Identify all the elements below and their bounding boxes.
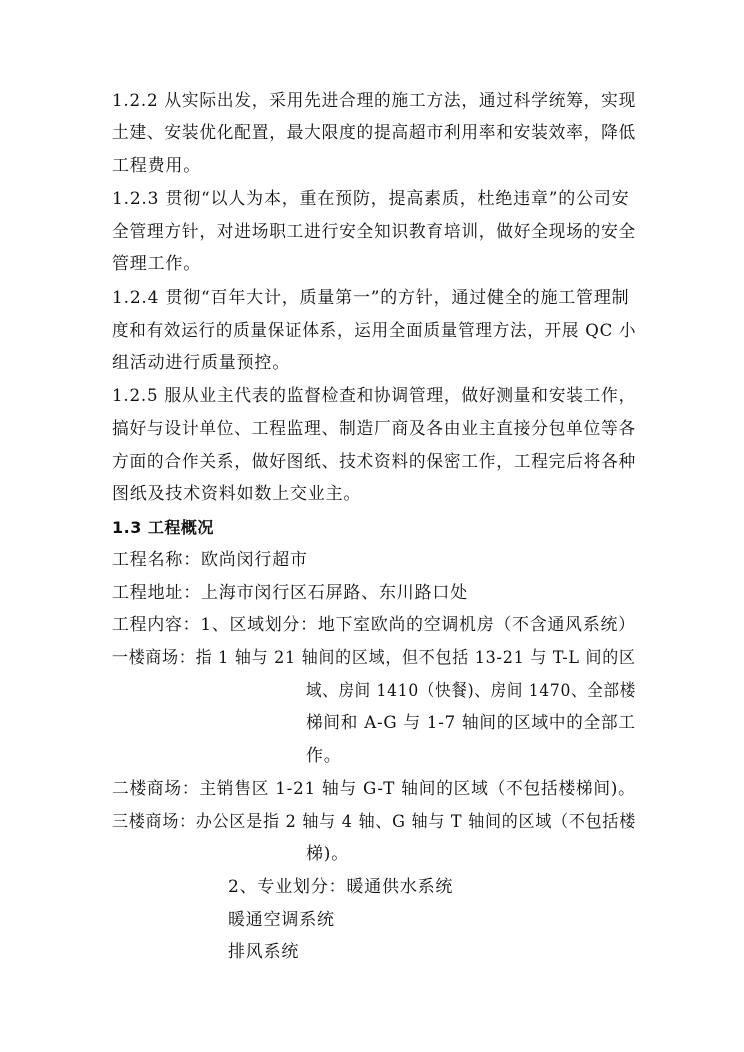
floor2-line: 二楼商场：主销售区 1-21 轴与 G-T 轴间的区域（不包括楼梯间)。 xyxy=(112,779,636,799)
paragraph-1-2-2-line: 1.2.2 从实际出发，采用先进合理的施工方法，通过科学统筹，实现 xyxy=(112,91,637,111)
paragraph-1-2-4-line: 度和有效运行的质量保证体系，运用全面质量管理方法，开展 QC 小 xyxy=(112,321,637,341)
floor1-line: 作。 xyxy=(306,746,342,766)
paragraph-1-2-2-line: 工程费用。 xyxy=(112,156,201,176)
section-heading: 1.3 工程概况 xyxy=(112,518,214,537)
paragraph-1-2-3-line: 管理工作。 xyxy=(112,254,201,274)
paragraph-1-2-5-line: 搞好与设计单位、工程监理、制造厂商及各由业主直接分包单位等各 xyxy=(112,419,636,439)
specialty-line: 2、专业划分：暖通供水系统 xyxy=(228,877,454,897)
project-address-line: 工程地址：上海市闵行区石屏路、东川路口处 xyxy=(112,583,468,603)
project-name-line: 工程名称：欧尚闵行超市 xyxy=(112,550,308,570)
paragraph-1-2-3-line: 全管理方针，对进场职工进行安全知识教育培训，做好全现场的安全 xyxy=(112,222,636,242)
floor1-line: 域、房间 1410（快餐)、房间 1470、全部楼 xyxy=(306,681,636,701)
paragraph-1-2-2-line: 土建、安装优化配置，最大限度的提高超市利用率和安装效率，降低 xyxy=(112,123,636,143)
specialty-line: 暖通空调系统 xyxy=(228,910,335,930)
floor1-line: 梯间和 A-G 与 1-7 轴间的区域中的全部工 xyxy=(306,713,636,733)
paragraph-1-2-4-line: 1.2.4 贯彻“百年大计，质量第一”的方针，通过健全的施工管理制 xyxy=(112,288,630,308)
paragraph-1-2-5-line: 方面的合作关系，做好图纸、技术资料的保密工作，工程完后将各种 xyxy=(112,452,636,472)
floor3-line: 梯)。 xyxy=(306,844,350,864)
paragraph-1-2-5-line: 1.2.5 服从业主代表的监督检查和协调管理，做好测量和安装工作， xyxy=(112,386,637,406)
floor3-line: 三楼商场：办公区是指 2 轴与 4 轴、G 轴与 T 轴间的区域（不包括楼 xyxy=(112,812,636,832)
paragraph-1-2-4-line: 组活动进行质量预控。 xyxy=(112,353,290,373)
paragraph-1-2-3-line: 1.2.3 贯彻“以人为本，重在预防，提高素质，杜绝违章”的公司安 xyxy=(112,189,630,209)
floor1-line: 一楼商场：指 1 轴与 21 轴间的区域，但不包括 13-21 与 T-L 间的区 xyxy=(112,648,636,668)
specialty-line: 排风系统 xyxy=(228,942,300,962)
paragraph-1-2-5-line: 图纸及技术资料如数上交业主。 xyxy=(112,484,362,504)
project-content-line: 工程内容：1、区域划分：地下室欧尚的空调机房（不含通风系统） xyxy=(112,615,636,635)
